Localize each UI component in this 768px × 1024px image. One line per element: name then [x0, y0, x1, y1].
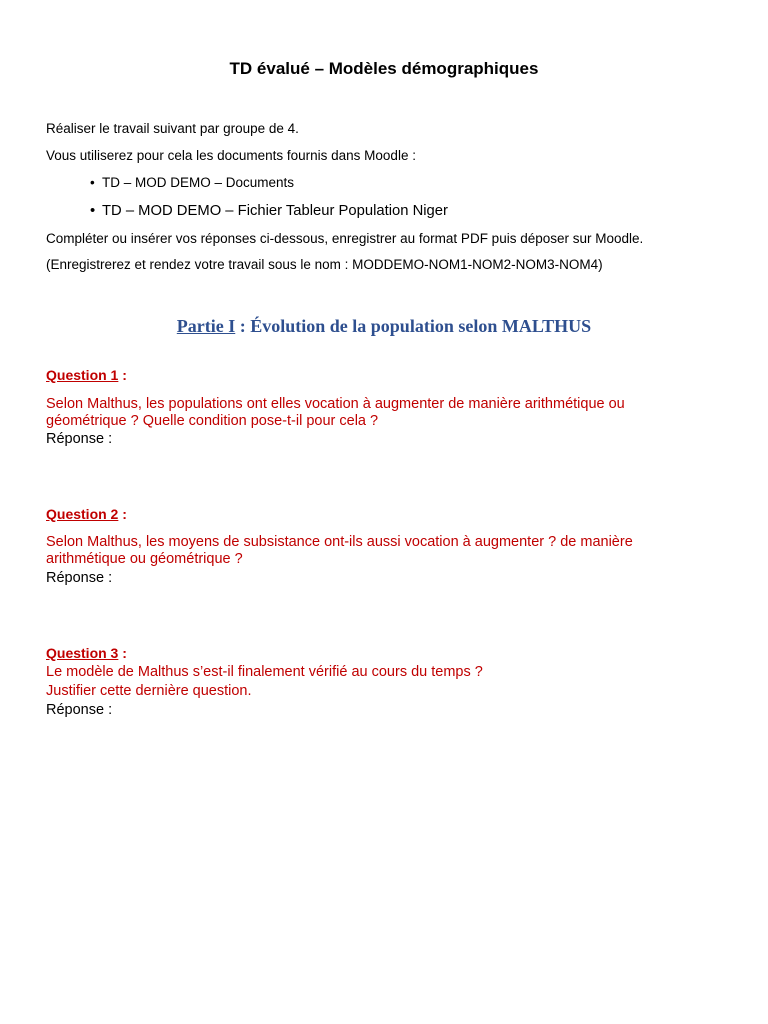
question-3-text-line-1: Le modèle de Malthus s’est-il finalement vérifié au cours du temps ? — [46, 664, 483, 680]
question-1-text: Selon Malthus, les populations ont elles vocation à augmenter de manière arithmétique ou géométrique ? Quelle condition pose-t-il pour cela ? — [46, 396, 625, 429]
question-1-heading — [46, 367, 127, 383]
part-title: Évolution de la population selon MALTHUS — [250, 316, 592, 336]
question-3-text-line-2: Justifier cette dernière question. — [46, 683, 252, 699]
bullet-item-documents — [90, 175, 294, 190]
bullet-icon: • — [90, 203, 96, 219]
instructions-line-2: (Enregistrerez et rendez votre travail sous le nom : MODDEMO-NOM1-NOM2-NOM3-NOM4) — [46, 257, 603, 272]
question-1-answer-label: Réponse : — [46, 431, 113, 447]
question-2-text: Selon Malthus, les moyens de subsistance ont-ils aussi vocation à augmenter ? de manière arithmétique ou géométrique ? — [46, 534, 633, 567]
bullet-item-spreadsheet — [90, 203, 448, 219]
question-suffix: : — [118, 506, 127, 522]
question-3-answer-label: Réponse : — [46, 702, 113, 718]
question-label: Question 2 — [46, 506, 119, 522]
question-2-answer-label: Réponse : — [46, 570, 113, 586]
intro-line-1: Réaliser le travail suivant par groupe de 4. — [46, 121, 299, 136]
question-3-heading — [46, 645, 127, 661]
bullet-label: TD – MOD DEMO – Documents — [102, 175, 295, 190]
intro-line-2: Vous utiliserez pour cela les documents fournis dans Moodle : — [46, 148, 416, 163]
part-separator: : — [235, 316, 251, 336]
question-suffix: : — [118, 645, 127, 661]
question-label: Question 1 — [46, 367, 119, 383]
question-label: Question 3 — [46, 645, 119, 661]
part-heading — [0, 316, 768, 337]
instructions-line-1: Compléter ou insérer vos réponses ci-dessous, enregistrer au format PDF puis déposer sur Moodle. — [46, 231, 644, 246]
part-label: Partie I — [176, 316, 236, 336]
question-2-heading — [46, 506, 127, 522]
question-suffix: : — [118, 367, 127, 383]
bullet-icon: • — [90, 175, 95, 190]
bullet-label: TD – MOD DEMO – Fichier Tableur Population Niger — [102, 203, 448, 219]
document-title: TD évalué – Modèles démographiques — [229, 59, 539, 78]
